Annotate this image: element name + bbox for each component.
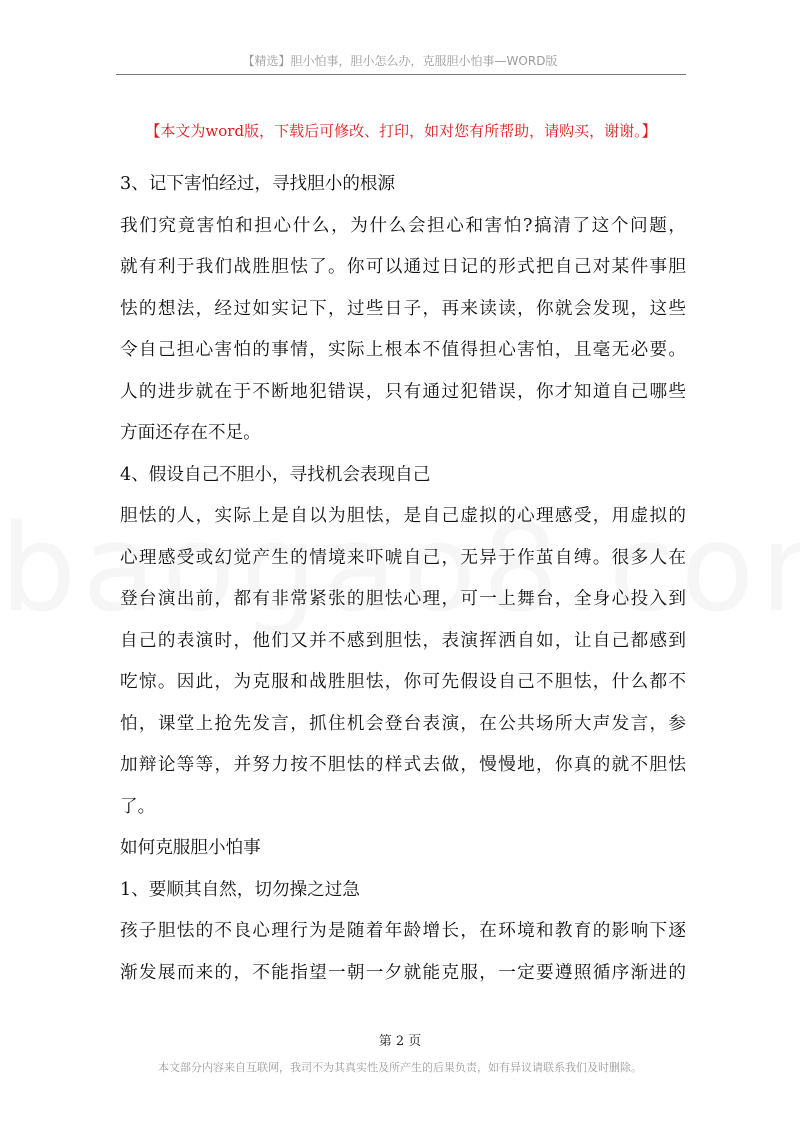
page-number: 第 2 页	[378, 1034, 422, 1049]
document-body	[120, 166, 686, 996]
body-line: 我们究竟害怕和担心什么，为什么会担心和害怕?搞清了这个问题，	[120, 215, 686, 236]
heading-step-3: 3、记下害怕经过，寻找胆小的根源	[120, 174, 396, 194]
page-header-title: 【精选】胆小怕事，胆小怎么办，克服胆小怕事—WORD版	[242, 54, 558, 68]
body-line: 怯的想法，经过如实记下，过些日子，再来读读，你就会发现，这些	[120, 298, 686, 319]
body-line: 方面还存在不足。	[120, 423, 261, 443]
body-line: 怕，课堂上抢先发言，抓住机会登台表演，在公共场所大声发言，参	[120, 713, 686, 734]
body-line: 登台演出前，都有非常紧张的胆怯心理，可一上舞台，全身心投入到	[120, 589, 686, 609]
body-line: 人的进步就在于不断地犯错误，只有通过犯错误，你才知道自己哪些	[120, 381, 686, 402]
body-line: 吃惊。因此，为克服和战胜胆怯，你可先假设自己不胆怯，什么都不	[120, 672, 686, 692]
heading-step-1: 1、要顺其自然，切勿操之过急	[120, 879, 360, 900]
heading-step-4: 4、假设自己不胆小，寻找机会表现自己	[120, 464, 431, 485]
body-line: 心理感受或幻觉产生的情境来吓唬自己，无异于作茧自缚。很多人在	[120, 547, 686, 568]
body-line: 加辩论等等，并努力按不胆怯的样式去做，慢慢地，你真的就不胆怯	[120, 755, 686, 775]
body-line: 令自己担心害怕的事情，实际上根本不值得担心害怕，且毫无必要。	[120, 340, 686, 360]
header-divider	[116, 74, 686, 75]
body-line: 胆怯的人，实际上是自以为胆怯，是自己虚拟的心理感受，用虚拟的	[120, 506, 686, 526]
body-line: 就有利于我们战胜胆怯了。你可以通过日记的形式把自己对某件事胆	[120, 257, 686, 277]
body-line: 孩子胆怯的不良心理行为是随着年龄增长，在环境和教育的影响下逐	[120, 921, 686, 941]
footer-disclaimer: 本文部分内容来自互联网，我司不为其真实性及所产生的后果负责，如有异议请联系我们及时删除。	[158, 1061, 642, 1074]
section-heading: 如何克服胆小怕事	[120, 838, 261, 858]
purchase-notice: 【本文为word版，下载后可修改、打印，如对您有所帮助，请购买，谢谢。】	[145, 122, 657, 140]
body-line: 了。	[120, 796, 156, 817]
body-line: 渐发展而来的，不能指望一朝一夕就能克服，一定要遵照循序渐进的	[120, 962, 686, 983]
body-line: 自己的表演时，他们又并不感到胆怯，表演挥洒自如，让自己都感到	[120, 630, 686, 651]
